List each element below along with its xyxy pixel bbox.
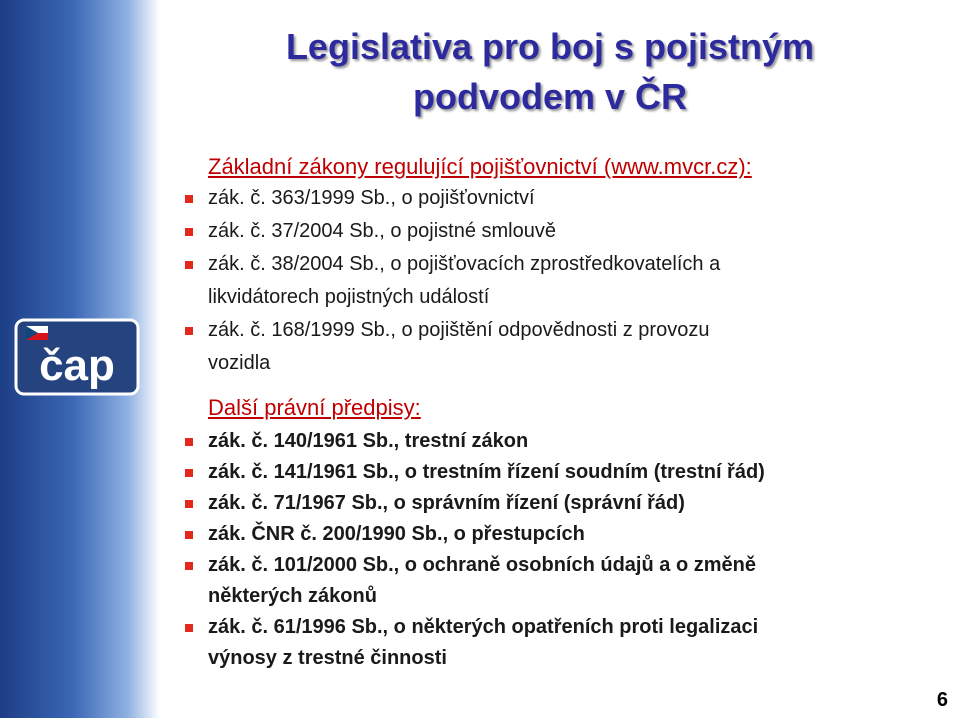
list-item xyxy=(184,248,924,314)
cap-logo xyxy=(14,318,140,396)
section-heading: Další právní předpisy: xyxy=(208,395,421,420)
list-item xyxy=(184,426,924,457)
list-item xyxy=(184,314,924,380)
item-line-2: některých zákonů xyxy=(208,585,377,607)
law-list xyxy=(184,182,924,380)
item-line-1: zák. č. 61/1996 Sb., o některých opatřeních proti legalizaci xyxy=(208,616,759,638)
section-heading: Základní zákony regulující pojišťovnictví (www.mvcr.cz): xyxy=(208,154,752,179)
list-item xyxy=(184,215,924,248)
list-item xyxy=(184,457,924,488)
item-line-2: likvidátorech pojistných událostí xyxy=(208,286,490,308)
page-number: 6 xyxy=(936,689,948,711)
item-line-1: zák. č. 140/1961 Sb., trestní zákon xyxy=(208,430,529,452)
slide-title xyxy=(180,22,920,122)
slide-content xyxy=(184,152,924,674)
title-line-2: podvodem v ČR xyxy=(412,76,688,117)
item-line-1: zák. č. 71/1967 Sb., o správním řízení (správní řád) xyxy=(208,492,685,514)
sidebar xyxy=(0,0,160,718)
list-item xyxy=(184,612,924,674)
list-item xyxy=(184,550,924,612)
item-line-1: zák. č. 141/1961 Sb., o trestním řízení soudním (trestní řád) xyxy=(208,461,765,483)
section-basic-laws xyxy=(184,152,924,380)
item-line-1: zák. č. 101/2000 Sb., o ochraně osobních údajů a o změně xyxy=(208,554,756,576)
list-item xyxy=(184,519,924,550)
svg-text:čap: čap xyxy=(39,341,115,390)
section-other-regulations xyxy=(184,390,924,674)
item-line-1: zák. č. 37/2004 Sb., o pojistné smlouvě xyxy=(208,220,556,242)
list-item xyxy=(184,182,924,215)
item-line-1: zák. ČNR č. 200/1990 Sb., o přestupcích xyxy=(208,523,585,545)
list-item xyxy=(184,488,924,519)
item-line-2: výnosy z trestné činnosti xyxy=(208,647,447,669)
item-line-1: zák. č. 363/1999 Sb., o pojišťovnictví xyxy=(208,187,535,209)
item-line-1: zák. č. 168/1999 Sb., o pojištění odpovědnosti z provozu xyxy=(208,319,710,341)
regulation-list xyxy=(184,426,924,674)
item-line-1: zák. č. 38/2004 Sb., o pojišťovacích zprostředkovatelích a xyxy=(208,253,721,275)
title-line-1: Legislativa pro boj s pojistným xyxy=(285,26,815,67)
item-line-2: vozidla xyxy=(208,352,271,374)
